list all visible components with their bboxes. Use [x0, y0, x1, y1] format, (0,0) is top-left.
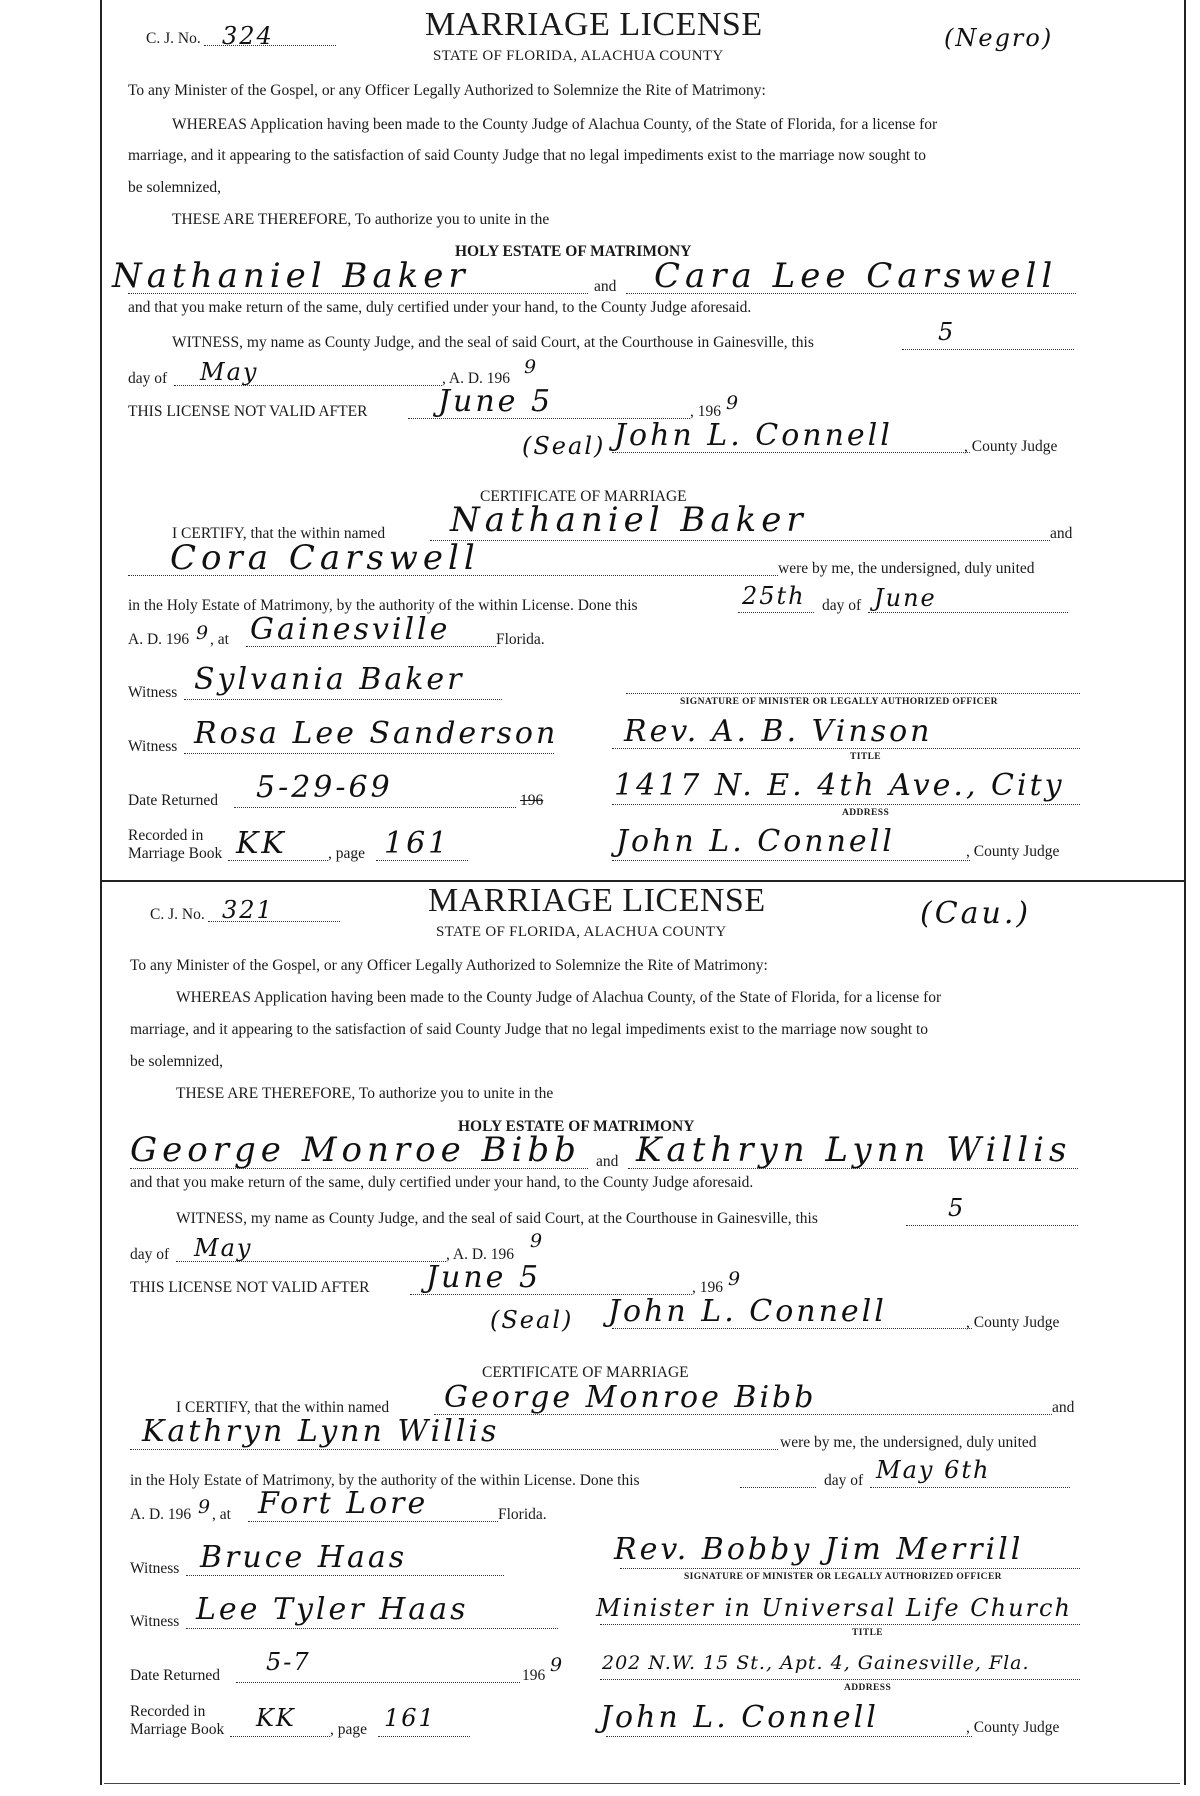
done-day-of-label: day of	[824, 1472, 864, 1489]
day-value: 5	[948, 1194, 966, 1222]
returned-196-label: 196	[520, 792, 544, 809]
license-subtitle: STATE OF FLORIDA, ALACHUA COUNTY	[433, 48, 724, 64]
marriage-book-label: Marriage Book	[128, 845, 223, 862]
page-value: 161	[384, 1704, 436, 1732]
whereas-line-1: WHEREAS Application having been made to the County Judge of Alachua County, of the State of Florida, for a license for	[176, 989, 942, 1006]
whereas-line-2: marriage, and it appearing to the satisfaction of said County Judge that no legal impediments exist to the marriage now sought to	[128, 147, 927, 164]
returned-196-label: 196	[522, 1667, 546, 1684]
officiant-title-value: Rev. A. B. Vinson	[624, 714, 933, 749]
cj-number: 321	[222, 896, 274, 924]
recording-county-judge-label: , County Judge	[966, 843, 1060, 860]
not-valid-label: THIS LICENSE NOT VALID AFTER	[130, 1279, 370, 1296]
day-of-label: day of	[130, 1246, 170, 1263]
not-valid-date: June 5	[426, 1260, 542, 1295]
address-line: To any Minister of the Gospel, or any Officer Legally Authorized to Solemnize the Rite of Matrimony:	[130, 957, 768, 974]
recording-judge-signature: John L. Connell	[600, 1700, 879, 1735]
bride-name: Kathryn Lynn Willis	[636, 1130, 1072, 1170]
witness-1-label: Witness	[130, 1560, 180, 1577]
recorded-in-label: Recorded in	[130, 1703, 206, 1720]
return-line: and that you make return of the same, duly certified under your hand, to the County Judge aforesaid.	[130, 1174, 754, 1191]
done-day-of-label: day of	[822, 597, 862, 614]
year-digit: 9	[530, 1230, 544, 1252]
at-label: , at	[210, 631, 229, 648]
at-label: , at	[212, 1506, 231, 1523]
license-title: MARRIAGE LICENSE	[428, 882, 766, 919]
address-label: ADDRESS	[844, 1683, 892, 1693]
date-returned-label: Date Returned	[128, 792, 218, 809]
sig-minister-label: SIGNATURE OF MINISTER OR LEGALLY AUTHORIZED OFFICER	[684, 1572, 1002, 1582]
ad-label: , A. D. 196	[446, 1246, 515, 1263]
ad-at-label: A. D. 196	[128, 631, 190, 648]
cert-bride-name: Kathryn Lynn Willis	[142, 1414, 500, 1449]
certify-label: I CERTIFY, that the within named	[176, 1399, 390, 1416]
and-label: and	[594, 278, 617, 295]
certify-label: I CERTIFY, that the within named	[172, 525, 386, 542]
whereas-line-3: be solemnized,	[128, 179, 221, 196]
cert-groom-name: Nathaniel Baker	[450, 500, 808, 540]
and-label: and	[596, 1153, 619, 1170]
florida-label: Florida.	[498, 1506, 547, 1523]
seal-mark: (Seal)	[522, 432, 606, 460]
not-valid-year-digit: 9	[728, 1268, 742, 1290]
certificate-title: CERTIFICATE OF MARRIAGE	[482, 1364, 689, 1381]
united-label: were by me, the undersigned, duly united	[778, 560, 1035, 577]
cj-number: 324	[222, 22, 274, 50]
witness-2-signature: Lee Tyler Haas	[196, 1592, 469, 1627]
ad-at-year: 9	[198, 1496, 212, 1518]
bottom-rule	[104, 1783, 1180, 1784]
witness-1-signature: Bruce Haas	[200, 1540, 408, 1575]
book-value: KK	[236, 826, 287, 861]
sig-minister-label: SIGNATURE OF MINISTER OR LEGALLY AUTHORIZED OFFICER	[680, 697, 998, 707]
cj-label: C. J. No.	[146, 30, 201, 47]
cert-and-label: and	[1052, 1399, 1075, 1416]
groom-name: Nathaniel Baker	[112, 256, 470, 296]
date-returned-value: 5-7	[266, 1648, 311, 1676]
witness-line: WITNESS, my name as County Judge, and the seal of said Court, at the Courthouse in Gainesville, this	[176, 1210, 818, 1227]
witness-2-label: Witness	[128, 738, 178, 755]
title-label: TITLE	[850, 752, 882, 762]
address-label: ADDRESS	[842, 808, 890, 818]
book-value: KK	[256, 1704, 296, 1732]
recording-county-judge-label: , County Judge	[966, 1719, 1060, 1736]
date-returned-value: 5-29-69	[256, 770, 393, 805]
holy-done-label: in the Holy Estate of Matrimony, by the authority of the within License. Done this	[128, 597, 638, 614]
witness-2-label: Witness	[130, 1613, 180, 1630]
groom-name: George Monroe Bibb	[130, 1130, 581, 1170]
cj-label: C. J. No.	[150, 906, 205, 923]
united-label: were by me, the undersigned, duly united	[780, 1434, 1037, 1451]
holy-estate-label: HOLY ESTATE OF MATRIMONY	[455, 243, 692, 260]
therefore-line: THESE ARE THEREFORE, To authorize you to unite in the	[172, 211, 550, 228]
done-month: May 6th	[876, 1456, 991, 1484]
ad-label: , A. D. 196	[442, 370, 511, 387]
race-note: (Negro)	[944, 24, 1054, 52]
cert-and-label: and	[1050, 525, 1073, 542]
place-value: Fort Lore	[258, 1486, 429, 1521]
page-label: , page	[328, 845, 366, 862]
judge-signature: John L. Connell	[614, 418, 893, 453]
license-title: MARRIAGE LICENSE	[425, 6, 763, 43]
day-value: 5	[938, 318, 956, 346]
minister-signature: Rev. Bobby Jim Merrill	[614, 1532, 1024, 1567]
date-returned-label: Date Returned	[130, 1667, 220, 1684]
license-subtitle: STATE OF FLORIDA, ALACHUA COUNTY	[436, 924, 727, 940]
judge-signature: John L. Connell	[608, 1294, 887, 1329]
officiant-address-value: 202 N.W. 15 St., Apt. 4, Gainesville, Fla.	[602, 1652, 1030, 1674]
holy-done-label: in the Holy Estate of Matrimony, by the authority of the within License. Done this	[130, 1472, 640, 1489]
month-value: May	[194, 1234, 253, 1262]
address-line: To any Minister of the Gospel, or any Officer Legally Authorized to Solemnize the Rite of Matrimony:	[128, 82, 766, 99]
marriage-book-label: Marriage Book	[130, 1721, 225, 1738]
place-value: Gainesville	[250, 612, 451, 647]
county-judge-label: , County Judge	[964, 438, 1058, 455]
page-label: , page	[330, 1721, 368, 1738]
done-day: 25th	[742, 582, 806, 610]
ad-at-label: A. D. 196	[130, 1506, 192, 1523]
holy-estate-label: HOLY ESTATE OF MATRIMONY	[458, 1118, 695, 1135]
recorded-in-label: Recorded in	[128, 827, 204, 844]
recording-judge-signature: John L. Connell	[616, 824, 895, 859]
certificate-title: CERTIFICATE OF MARRIAGE	[480, 488, 687, 505]
race-note: (Cau.)	[920, 896, 1032, 931]
bride-name: Cara Lee Carswell	[654, 256, 1058, 296]
month-value: May	[200, 358, 259, 386]
returned-year-digit: 9	[550, 1654, 564, 1676]
year-digit: 9	[524, 356, 538, 378]
not-valid-date: June 5	[438, 384, 554, 419]
florida-label: Florida.	[496, 631, 545, 648]
witness-line: WITNESS, my name as County Judge, and the seal of said Court, at the Courthouse in Gainesville, this	[172, 334, 814, 351]
cert-groom-name: George Monroe Bibb	[444, 1380, 817, 1415]
whereas-line-2: marriage, and it appearing to the satisfaction of said County Judge that no legal impediments exist to the marriage now sought to	[130, 1021, 929, 1038]
whereas-line-1: WHEREAS Application having been made to the County Judge of Alachua County, of the State of Florida, for a license for	[172, 116, 938, 133]
not-valid-label: THIS LICENSE NOT VALID AFTER	[128, 403, 368, 420]
therefore-line: THESE ARE THEREFORE, To authorize you to unite in the	[176, 1085, 554, 1102]
witness-2-signature: Rosa Lee Sanderson	[194, 716, 559, 751]
witness-1-label: Witness	[128, 684, 178, 701]
day-of-label: day of	[128, 370, 168, 387]
officiant-address-value: 1417 N. E. 4th Ave., City	[614, 768, 1065, 803]
officiant-title-value: Minister in Universal Life Church	[596, 1594, 1072, 1622]
not-valid-year-digit: 9	[726, 392, 740, 414]
witness-1-signature: Sylvania Baker	[194, 662, 465, 697]
not-valid-year-label: , 196	[692, 1279, 723, 1296]
whereas-line-3: be solemnized,	[130, 1053, 223, 1070]
title-label: TITLE	[852, 1628, 884, 1638]
return-line: and that you make return of the same, duly certified under your hand, to the County Judge aforesaid.	[128, 299, 752, 316]
cert-bride-name: Cora Carswell	[170, 538, 480, 578]
county-judge-label: , County Judge	[966, 1314, 1060, 1331]
ad-at-year: 9	[196, 622, 210, 644]
not-valid-year-label: , 196	[690, 403, 721, 420]
done-month: June	[874, 584, 937, 612]
page-value: 161	[384, 826, 451, 861]
seal-mark: (Seal)	[490, 1306, 574, 1334]
